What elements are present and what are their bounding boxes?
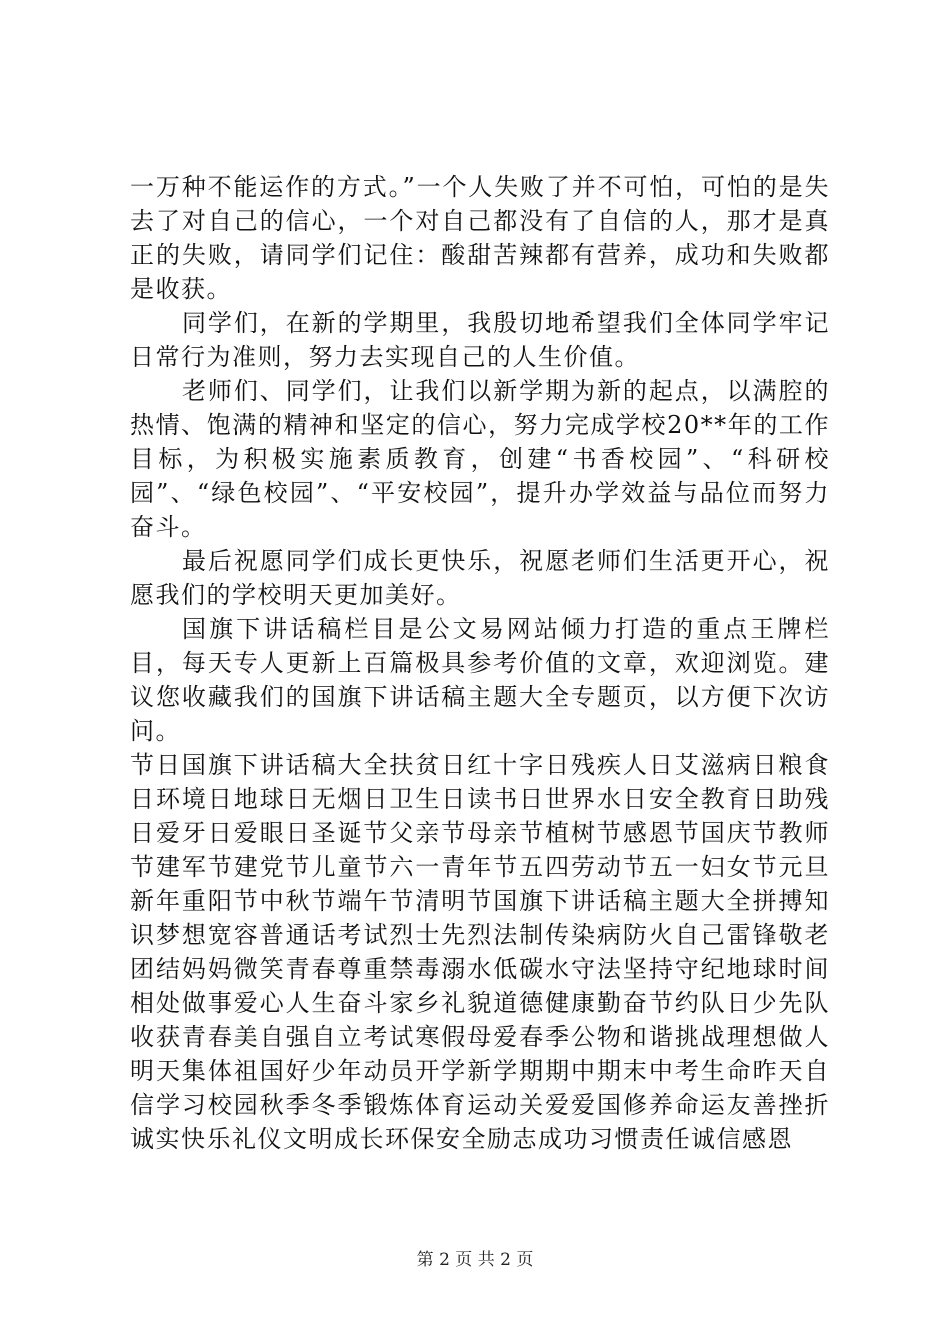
document-body [130,170,830,1156]
paragraph-4: 最后祝愿同学们成长更快乐，祝愿老师们生活更开心，祝愿我们的学校明天更加美好。 [130,547,830,609]
paragraph-5: 国旗下讲话稿栏目是公文易网站倾力打造的重点王牌栏目，每天专人更新上百篇极具参考价值的文章，欢迎浏览。建议您收藏我们的国旗下讲话稿主题大全专题页，以方便下次访问。 [130,615,830,745]
page-footer [0,1245,950,1270]
paragraph-1: 一万种不能运作的方式。”一个人失败了并不可怕，可怕的是失去了对自己的信心，一个对自己都没有了自信的人，那才是真正的失败，请同学们记住：酸甜苦辣都有营养，成功和失败都是收获。 [130,173,830,303]
paragraph-3: 老师们、同学们，让我们以新学期为新的起点，以满腔的热情、饱满的精神和坚定的信心，努力完成学校20**年的工作目标，为积极实施素质教育，创建“书香校园”、“科研校园”、“绿色校园”、“平安校园”，提升办学效益与品位而努力奋斗。 [130,377,830,541]
paragraph-6-topic-list: 节日国旗下讲话稿大全扶贫日红十字日残疾人日艾滋病日粮食日环境日地球日无烟日卫生日读书日世界水日安全教育日助残日爱牙日爱眼日圣诞节父亲节母亲节植树节感恩节国庆节教师节建军节建党节儿童节六一青年节五四劳动节五一妇女节元旦新年重阳节中秋节端午节清明节国旗下讲话稿主题大全拼搏知识梦想宽容普通话考试烈士先烈法制传染病防火自己雷锋敬老团结妈妈微笑青春尊重禁毒溺水低碳水守法坚持守纪地球时间相处做事爱心人生奋斗家乡礼貌道德健康勤奋节约队日少先队收获青春美自强自立考试寒假母爱春季公物和谐挑战理想做人明天集体祖国好少年动员开学新学期期中期末中考生命昨天自信学习校园秋季冬季锻炼体育运动关爱爱国修养命运友善挫折诚实快乐礼仪文明成长环保安全励志成功习惯责任诚信感恩 [130,751,830,1153]
page-number-label: 第 2 页 共 2 页 [416,1250,534,1270]
paragraph-2: 同学们，在新的学期里，我殷切地希望我们全体同学牢记日常行为准则，努力去实现自己的人生价值。 [130,309,830,371]
